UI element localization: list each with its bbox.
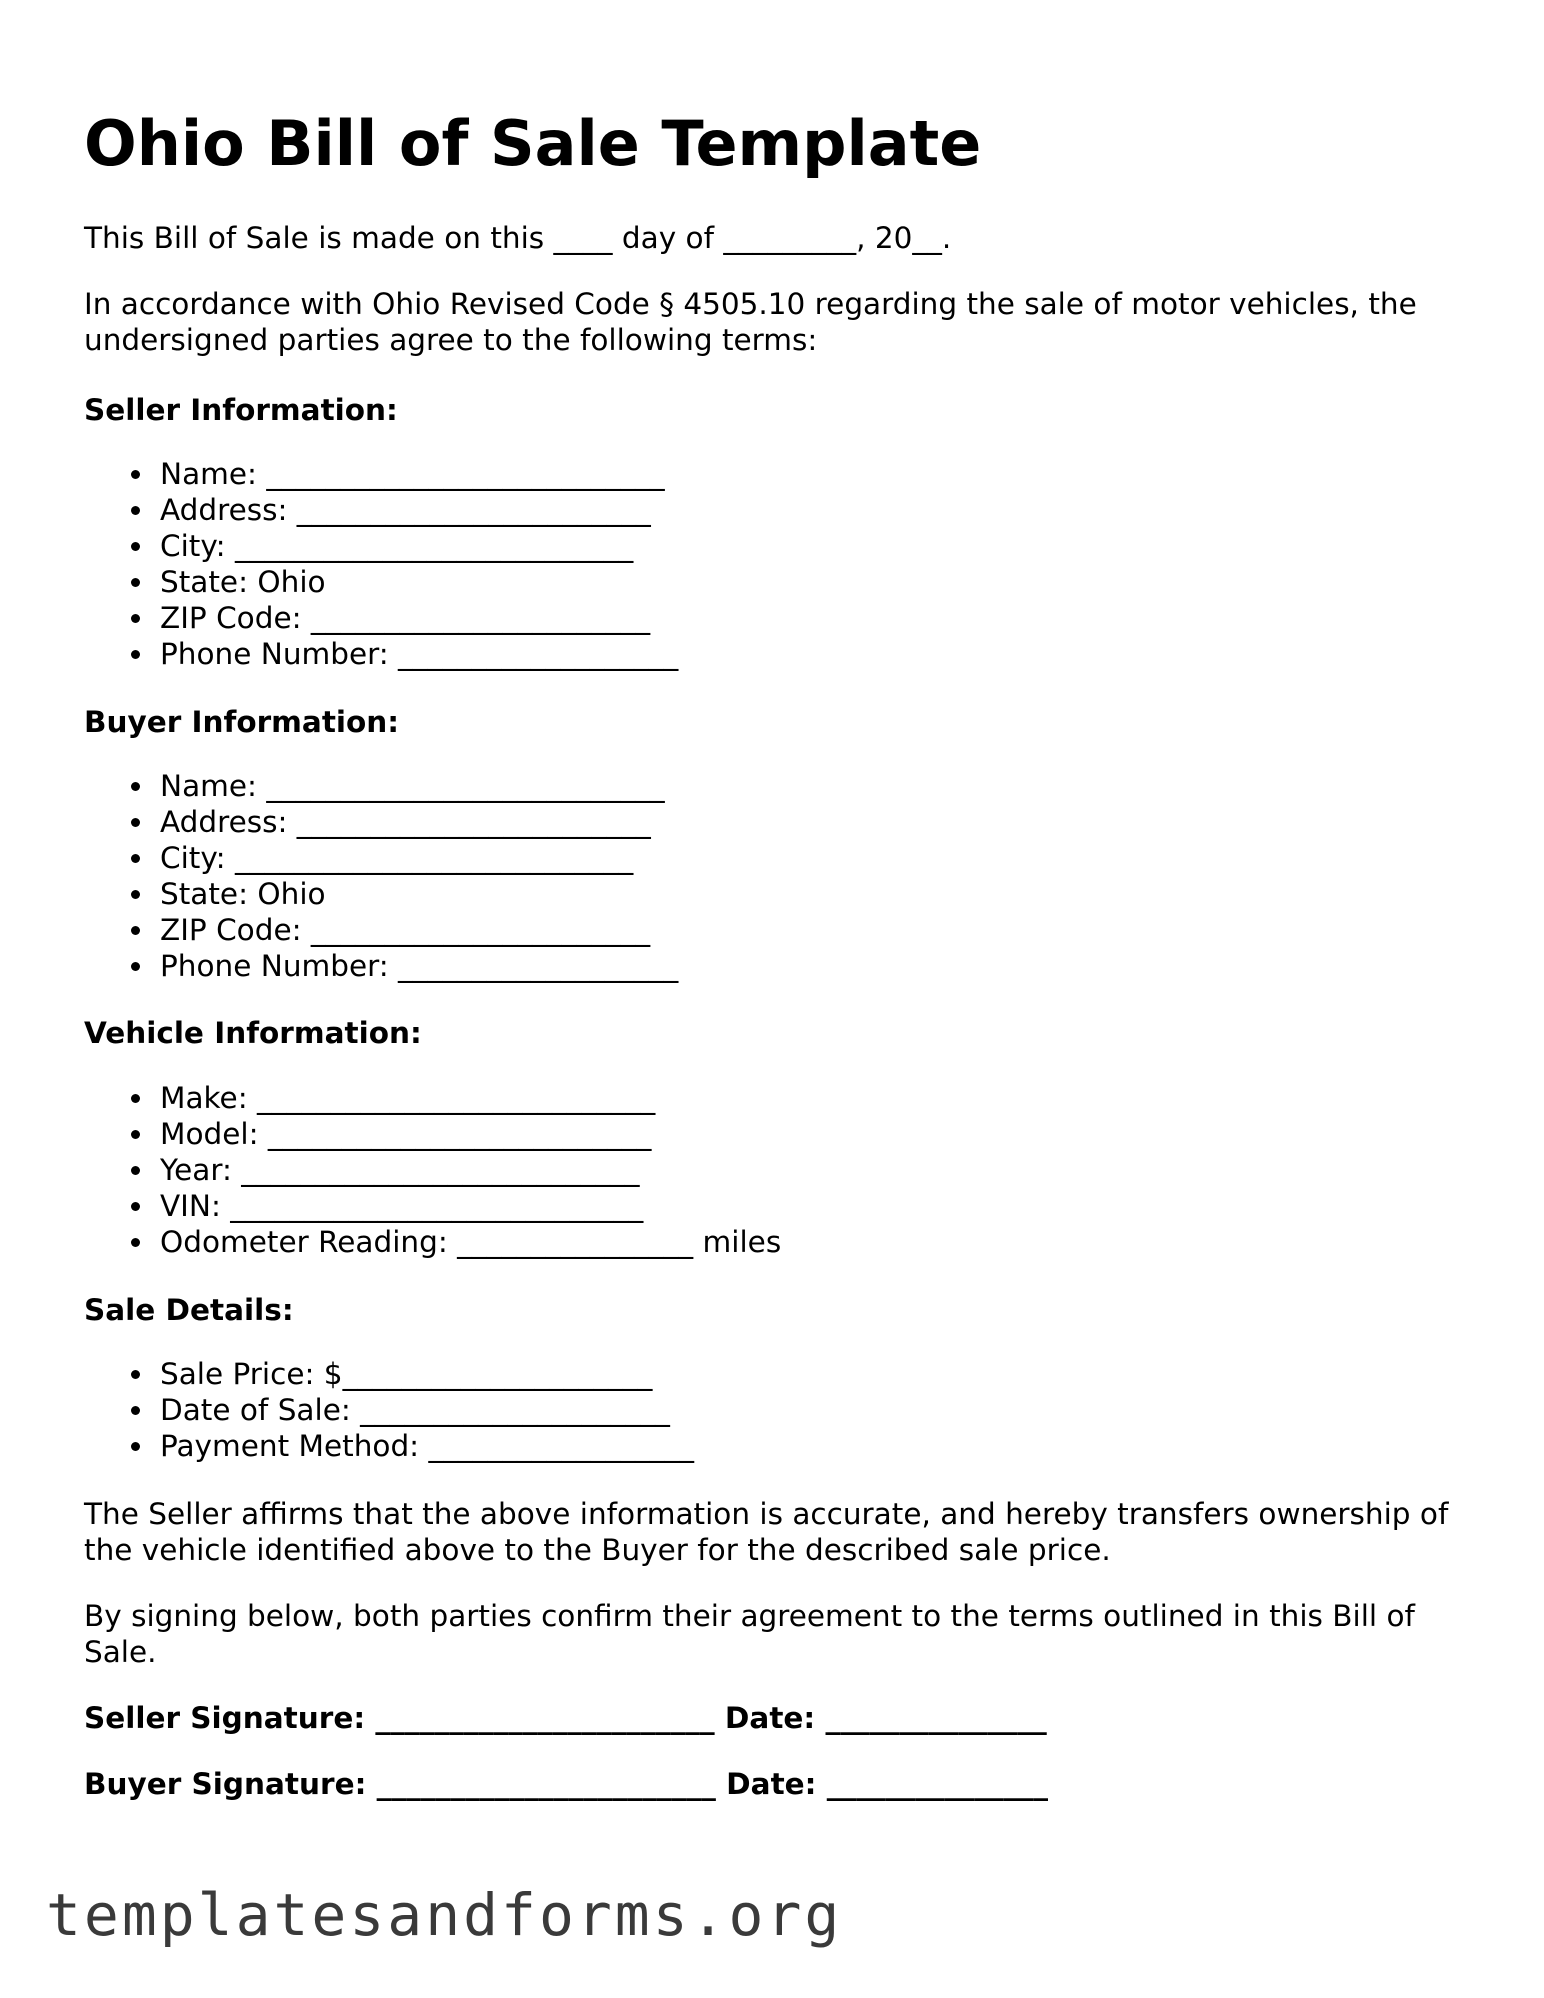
seller-address-field: Address: ________________________ — [160, 492, 678, 528]
vehicle-info-list — [84, 1080, 781, 1260]
vehicle-info-heading: Vehicle Information: — [84, 1016, 422, 1050]
seller-state-field: State: Ohio — [160, 564, 678, 600]
signing-paragraph: By signing below, both parties confirm their agreement to the terms outlined in this Bill of Sale. — [84, 1599, 1415, 1669]
buyer-info-heading: Buyer Information: — [84, 705, 400, 739]
buyer-address-field: Address: ________________________ — [160, 804, 678, 840]
document-title: Ohio Bill of Sale Template — [84, 107, 982, 180]
sale-details-heading: Sale Details: — [84, 1293, 294, 1327]
vehicle-model-field: Model: __________________________ — [160, 1116, 781, 1152]
sale-details-list — [84, 1356, 694, 1464]
payment-method-field: Payment Method: __________________ — [160, 1429, 694, 1463]
buyer-name-field: Name: ___________________________ — [160, 768, 678, 804]
seller-name-field: Name: ___________________________ — [160, 456, 678, 492]
vehicle-odometer-field: Odometer Reading: ________________ miles — [160, 1225, 782, 1259]
seller-signature-line: Seller Signature: _______________________ Date: _______________ — [84, 1701, 1047, 1735]
accordance-paragraph: In accordance with Ohio Revised Code § 4505.10 regarding the sale of motor vehicles, the undersigned parties agree to the following terms: — [84, 287, 1417, 357]
seller-phone-field: Phone Number: ___________________ — [160, 637, 679, 671]
seller-info-list — [84, 456, 678, 672]
buyer-zip-field: ZIP Code: _______________________ — [160, 912, 678, 948]
site-watermark: templatesandforms.org — [46, 1881, 843, 1949]
intro-line: This Bill of Sale is made on this ____ day of _________, 20__. — [84, 221, 952, 255]
buyer-city-field: City: ___________________________ — [160, 840, 678, 876]
seller-city-field: City: ___________________________ — [160, 528, 678, 564]
sale-date-field: Date of Sale: _____________________ — [160, 1392, 694, 1428]
buyer-signature-line: Buyer Signature: _______________________ Date: _______________ — [84, 1767, 1048, 1801]
affirmation-paragraph: The Seller affirms that the above information is accurate, and hereby transfers ownership of the vehicle identified above to the Buyer for the described sale price. — [84, 1497, 1449, 1567]
seller-zip-field: ZIP Code: _______________________ — [160, 600, 678, 636]
seller-info-heading: Seller Information: — [84, 393, 398, 427]
buyer-state-field: State: Ohio — [160, 876, 678, 912]
vehicle-vin-field: VIN: ____________________________ — [160, 1188, 781, 1224]
buyer-phone-field: Phone Number: ___________________ — [160, 949, 679, 983]
sale-price-field: Sale Price: $_____________________ — [160, 1356, 694, 1392]
vehicle-year-field: Year: ___________________________ — [160, 1152, 781, 1188]
vehicle-make-field: Make: ___________________________ — [160, 1080, 781, 1116]
buyer-info-list — [84, 768, 678, 984]
